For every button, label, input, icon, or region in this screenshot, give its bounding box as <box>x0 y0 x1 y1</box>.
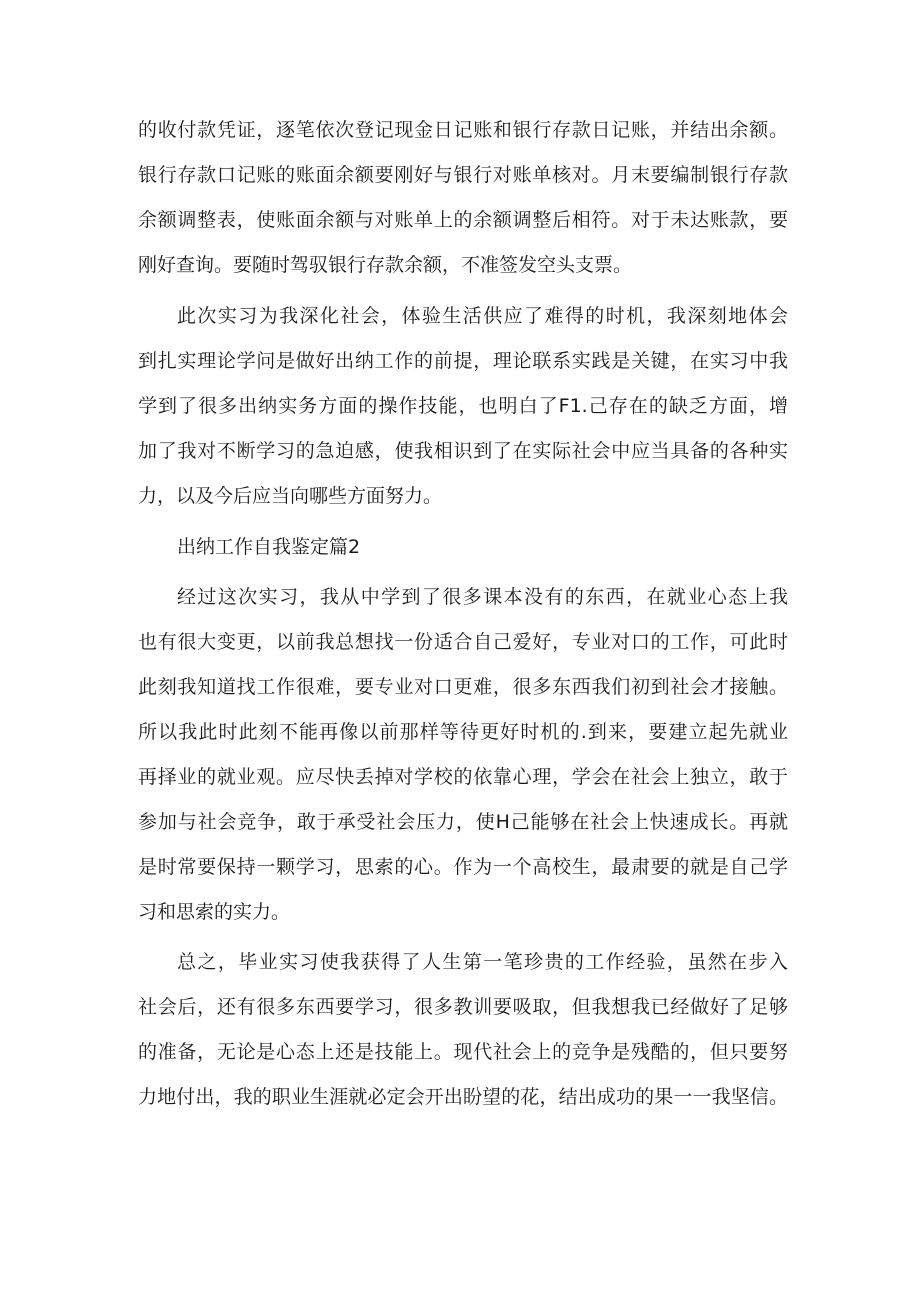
body-text-line: 习和思索的实力。 <box>138 901 291 923</box>
body-text-line: 是时常要保持一颗学习，思索的心。作为一个高校生，最肃要的就是自己学 <box>138 856 788 878</box>
body-text-line: 银行存款口记账的账面余额要刚好与银行对账单核对。月末要编制银行存款 <box>138 164 788 186</box>
body-text-line: 加了我对不断学习的急迫感，使我相识到了在实际社会中应当具备的各种实 <box>138 440 788 462</box>
body-text-line: 到扎实理论学问是做好出纳工作的前提，理论联系实践是关键，在实习中我 <box>138 350 788 372</box>
body-text-line: 刚好查询。要随时驾驭银行存款余额，不准签发空头支票。 <box>138 254 633 276</box>
body-text-line: 所以我此时此刻不能再像以前那样等待更好时机的.到来，要建立起先就业 <box>138 721 788 743</box>
body-text-line: 力，以及今后应当向哪些方面努力。 <box>138 485 443 507</box>
body-text-line: 的收付款凭证，逐笔依次登记现金日记账和银行存款日记账，并结出余额。 <box>138 119 788 141</box>
body-text-line: 此次实习为我深化社会，体验生活供应了难得的时机，我深刻地体会 <box>177 305 788 327</box>
section-heading: 出纳工作自我鉴定篇2 <box>177 536 361 558</box>
body-text-line: 社会后，还有很多东西要学习，很多教训要吸取，但我想我已经做好了足够 <box>138 996 788 1018</box>
body-text-line: 学到了很多出纳实务方面的操作技能，也明白了F1.己存在的缺乏方面，增 <box>138 395 788 417</box>
body-text-line: 此刻我知道找工作很难，要专业对口更难，很多东西我们初到社会才接触。 <box>138 676 788 698</box>
body-text-line: 力地付出，我的职业生涯就必定会开出盼望的花，结出成功的果一一我坚信。 <box>138 1086 788 1108</box>
body-text-line: 余额调整表，使账面余额与对账单上的余额调整后相符。对于未达账款，要 <box>138 209 788 231</box>
body-text-line: 也有很大变更，以前我总想找一份适合自己爱好，专业对口的工作，可此时 <box>138 631 788 653</box>
body-text-line: 参加与社会竞争，敢于承受社会压力，使H己能够在社会上快速成长。再就 <box>138 811 788 833</box>
body-text-line: 总之，毕业实习使我获得了人生第一笔珍贵的工作经验，虽然在步入 <box>177 951 788 973</box>
body-text-line: 再择业的就业观。应尽快丢掉对学校的依靠心理，学会在社会上独立，敢于 <box>138 766 788 788</box>
body-text-line: 的准备，无论是心态上还是技能上。现代社会上的竞争是残酷的，但只要努 <box>138 1041 788 1063</box>
body-text-line: 经过这次实习，我从中学到了很多课本没有的东西，在就业心态上我 <box>177 586 788 608</box>
